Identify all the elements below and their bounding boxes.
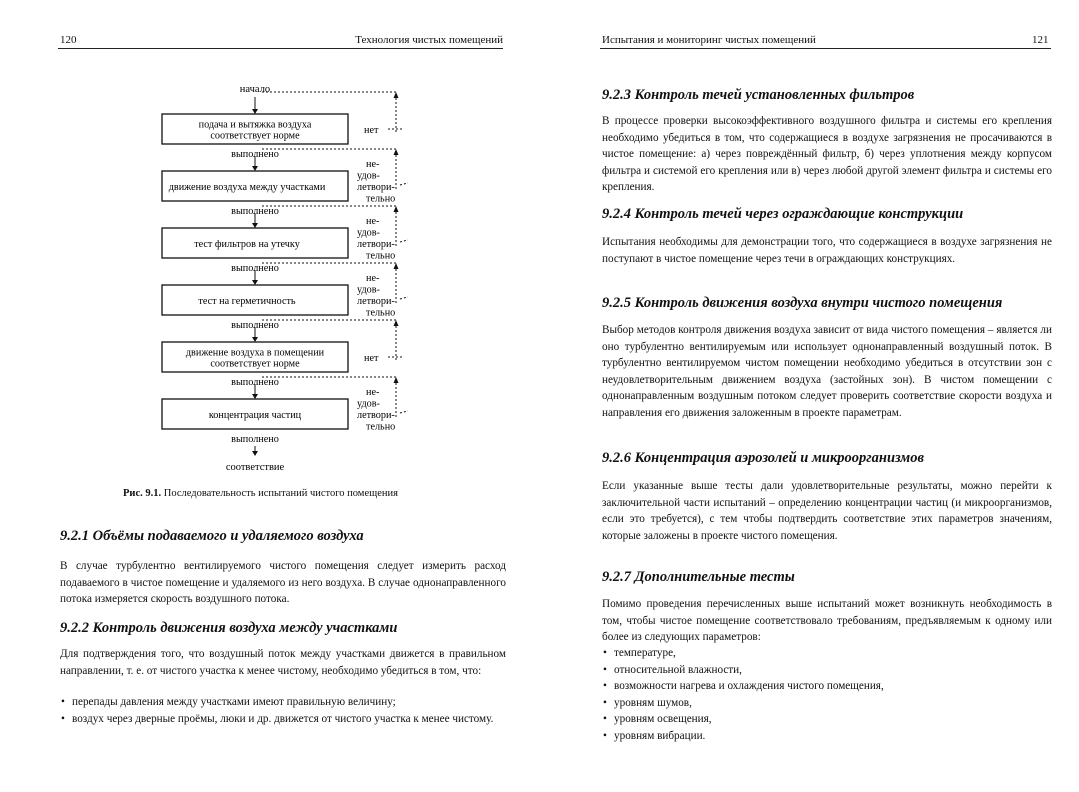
flow-arrowhead	[394, 320, 399, 326]
list-item: • воздух через дверные проёмы, люки и др. движется от чистого участка к менее чистому.	[72, 711, 506, 728]
section-text-9-2-5: Выбор методов контроля движения воздуха зависит от вида чистого помещения – является ли оно турбулентно вентилируемым или использует однонаправленный воздушный поток. В турбулентно вентилируемом чистом помещении необходимо убедиться в отсутствии зон с неудовлетворительным движением воздуха (застойных зон). В чистом помещении с однонаправленным воздушным потоком следует проверить соответствие скорости воздуха и направления его движения заложенным в проекте параметрам.	[602, 324, 1052, 419]
flow-fail-label: удов-	[357, 227, 380, 239]
flow-arrowhead	[394, 377, 399, 383]
flow-arrowhead	[394, 149, 399, 155]
figure-caption-label: Рис. 9.1.	[123, 488, 162, 499]
section-heading-9-2-1: 9.2.1 Объёмы подаваемого и удаляемого воздуха	[60, 528, 364, 544]
flow-step-label: концентрация частиц	[208, 410, 302, 421]
flow-fail-label: тельно	[366, 307, 396, 319]
flow-fail-label: тельно	[366, 193, 396, 205]
running-title: Технология чистых помещений	[355, 34, 503, 46]
flow-end-label: соответствие	[225, 462, 285, 473]
flow-fail-label: летвори-	[357, 239, 395, 250]
section-heading-9-2-4: 9.2.4 Контроль течей через ограждающие конструкции	[602, 206, 964, 222]
flow-step-label: тест фильтров на утечку	[194, 239, 300, 250]
flow-fail-line	[400, 297, 408, 299]
section-text-9-2-4: Испытания необходимы для демонстрации того, что содержащиеся в воздухе загрязнения не поступают в чистое помещение через течи в ограждающих конструкциях.	[602, 236, 1052, 265]
flow-fail-label: удов-	[357, 170, 380, 182]
page-number: 121	[1032, 34, 1049, 46]
list-item: • уровням шумов,	[614, 695, 1052, 712]
flow-done-label: выполнено	[231, 149, 279, 160]
flow-fail-line	[400, 411, 408, 413]
flow-fail-line	[400, 183, 408, 185]
flow-fail-label: летвори-	[357, 410, 395, 421]
flow-arrowhead	[252, 280, 258, 285]
flow-fail-label: не-	[366, 216, 380, 227]
flow-start-label: начало	[239, 84, 271, 95]
flow-done-label: выполнено	[231, 377, 279, 388]
flow-fail-label: нет	[364, 125, 379, 136]
flow-step-label: соответствует норме	[210, 130, 300, 142]
flow-arrowhead	[252, 337, 258, 342]
flow-done-label: выполнено	[231, 320, 279, 331]
section-text-9-2-2: Для подтверждения того, что воздушный поток между участками движется в правильном направлении, т. е. от чистого участка к менее чистому, необходимо убедиться в том, что:	[60, 648, 506, 677]
flow-arrowhead	[252, 109, 258, 114]
list-item: • возможности нагрева и охлаждения чистого помещения,	[614, 678, 1052, 695]
flow-step-label: подача и вытяжка воздуха	[198, 119, 312, 131]
test-sequence-flowchart	[150, 75, 420, 475]
flow-arrowhead	[252, 223, 258, 228]
bullet-list-9-2-2	[60, 694, 506, 727]
flow-fail-label: нет	[364, 353, 379, 364]
flow-fail-label: не-	[366, 159, 380, 170]
section-text-9-2-3: В процессе проверки высокоэффективного воздушного фильтра и системы его крепления необходимо убедиться в том, что содержащиеся в воздухе загрязнения не просачиваются в чистое помещение: а) через повреждённый фильтр, б) через уплотнения между корпусом фильтра и системой его крепления или в) через любой другой элемент фильтра и системы его крепления.	[602, 115, 1052, 193]
flow-arrowhead	[252, 451, 258, 456]
flow-arrowhead	[394, 263, 399, 269]
flow-fail-label: тельно	[366, 250, 396, 262]
flow-fail-label: летвори-	[357, 182, 395, 193]
flow-arrowhead	[394, 92, 399, 98]
running-title: Испытания и мониторинг чистых помещений	[602, 34, 816, 46]
flow-done-label: выполнено	[231, 206, 279, 217]
section-heading-9-2-7: 9.2.7 Дополнительные тесты	[602, 569, 795, 585]
flow-step-label: движение воздуха в помещении	[185, 347, 325, 359]
section-heading-9-2-5: 9.2.5 Контроль движения воздуха внутри чистого помещения	[602, 295, 1003, 311]
section-text-9-2-7: Помимо проведения перечисленных выше испытаний может возникнуть необходимость в том, чтобы чистое помещение соответствовало требованиям, предъявляемым к одному или более из следующих параметров:	[602, 598, 1052, 643]
header-rule	[58, 48, 503, 49]
flow-arrowhead	[252, 394, 258, 399]
flow-fail-label: тельно	[366, 421, 396, 433]
figure-caption	[123, 488, 398, 499]
section-heading-9-2-2: 9.2.2 Контроль движения воздуха между участками	[60, 620, 398, 636]
list-item: • уровням вибрации.	[614, 728, 1052, 745]
flow-step-label: соответствует норме	[210, 358, 300, 370]
section-text-9-2-6: Если указанные выше тесты дали удовлетворительные результаты, можно перейти к заключительной части испытаний – определению концентрации частиц (и микроорганизмов, если это требуется), с тем чтобы подтвердить соответствие этих параметров значениям, которые заложены в проекте чистого помещения.	[602, 480, 1052, 542]
list-item: • перепады давления между участками имеют правильную величину;	[72, 694, 506, 711]
figure-caption-text: Последовательность испытаний чистого помещения	[161, 488, 398, 499]
flow-fail-label: не-	[366, 387, 380, 398]
flow-arrowhead	[394, 206, 399, 212]
list-item: • уровням освещения,	[614, 711, 1052, 728]
page-number: 120	[60, 34, 77, 46]
header-rule	[600, 48, 1051, 49]
list-item: • температуре,	[614, 645, 1052, 662]
flow-done-label: выполнено	[231, 434, 279, 445]
flow-done-label: выполнено	[231, 263, 279, 274]
flow-fail-line	[400, 240, 408, 242]
list-item: • относительной влажности,	[614, 662, 1052, 679]
flow-step-label: тест на герметичность	[198, 296, 296, 307]
section-heading-9-2-6: 9.2.6 Концентрация аэрозолей и микроорганизмов	[602, 450, 924, 466]
section-heading-9-2-3: 9.2.3 Контроль течей установленных фильтров	[602, 87, 915, 103]
bullet-list-9-2-7	[602, 645, 1052, 744]
section-text-9-2-1: В случае турбулентно вентилируемого чистого помещения следует измерить расход подаваемого в чистое помещение и удаляемого из него воздуха. В случае однонаправленного потока измеряется скорость воздушного потока.	[60, 560, 506, 605]
flow-fail-label: летвори-	[357, 296, 395, 307]
flow-arrowhead	[252, 166, 258, 171]
flow-fail-label: удов-	[357, 284, 380, 296]
flow-fail-label: удов-	[357, 398, 380, 410]
right-page	[540, 0, 1079, 792]
flow-fail-label: не-	[366, 273, 380, 284]
flow-step-label: движение воздуха между участками	[168, 182, 326, 193]
